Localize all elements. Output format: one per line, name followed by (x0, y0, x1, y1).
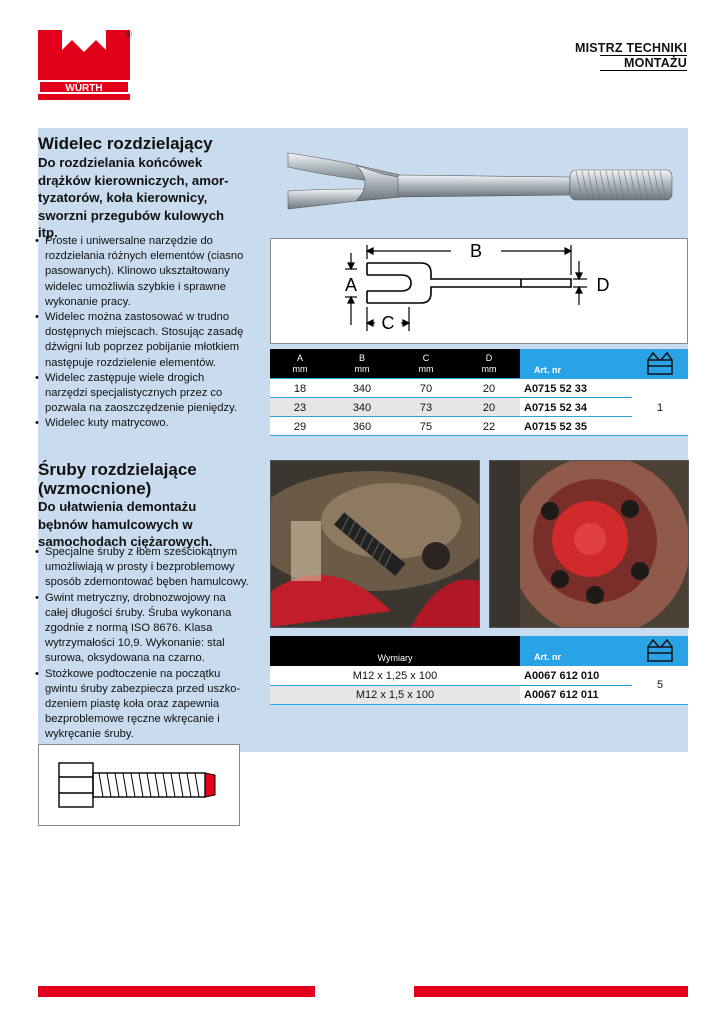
package-icon (632, 636, 688, 666)
art-nr-header: Art. nr (520, 349, 632, 379)
dimension-diagram (270, 238, 688, 344)
table-row: 23 340 73 20 A0715 52 34 (270, 398, 688, 417)
table-row: 18 340 70 20 A0715 52 33 1 (270, 379, 688, 398)
wurth-logo (38, 30, 130, 100)
svg-text:C: C (381, 313, 395, 333)
product-table-1 (270, 349, 688, 436)
section1-title: Widelec rozdzielający (38, 134, 213, 153)
bullet-item: • Gwint metryczny, drobnozwojowy na całej długości śruby. Śruba wykonana zgodnie z normą ISO 8676. Klasa wytrzymałości 10,9. Wykonanie: stal surowa, oksydowana na czarno. (35, 591, 275, 667)
table-row: M12 x 1,5 x 100 A0067 612 011 (270, 685, 688, 704)
svg-text:WÜRTH: WÜRTH (65, 83, 103, 94)
col-c-header: C mm (394, 349, 458, 379)
col-d-header: D mm (458, 349, 520, 379)
package-icon (632, 349, 688, 379)
col-a-header: A mm (270, 349, 330, 379)
table-row: 29 360 75 22 A0715 52 35 (270, 417, 688, 436)
section2-bullets (35, 545, 275, 743)
table-line (270, 685, 632, 686)
table-line (270, 416, 632, 417)
table-line (270, 378, 632, 379)
bullet-item: • Proste i uniwersalne narzędzie do rozdzielania różnych elementów (ciasno pasowanych). Klinowo ukształtowany widelec umożliwia szybkie i sprawne wykonanie pracy. (35, 234, 275, 310)
col-b-header: B mm (330, 349, 394, 379)
header-title-line1: MISTRZ TECHNIKI (574, 41, 687, 55)
section2-title: Śruby rozdzielające (wzmocnione) (38, 460, 197, 498)
product-table-2 (270, 636, 688, 704)
bullet-item: • Specjalne śruby z łbem sześciokątnym umożliwiają w prosty i bezproblemowy sposób zdemontować bęben hamulcowy. (35, 545, 275, 591)
fork-tool-image (270, 135, 688, 235)
quantity-cell: 1 (632, 379, 688, 436)
bullet-item: • Widelec można zastosować w trudno dostępnych miejscach. Stosując zasadę dźwigni lub poprzez pobijanie młotkiem następuje rozdzielenie elementów. (35, 310, 275, 371)
registered-mark: ® (126, 30, 132, 39)
header-title-line2: MONTAŻU (624, 56, 687, 70)
header-divider-bottom (600, 70, 687, 71)
svg-text:D: D (596, 275, 610, 295)
svg-text:A: A (344, 275, 358, 295)
svg-text:B: B (469, 241, 483, 261)
art-nr-header: Art. nr (520, 636, 632, 666)
quantity-cell: 5 (632, 666, 688, 704)
brake-drum-photo-1 (270, 460, 480, 628)
table-line (270, 704, 688, 705)
table-line (270, 397, 632, 398)
footer-bar-left (38, 986, 315, 997)
section1-bullets (35, 234, 275, 432)
section1-subtitle: Do rozdzielania końcówek drążków kierowniczych, amor- tyzatorów, koła kierownicy, sworzni przegubów kulowych itp. (38, 155, 229, 240)
dimensions-header: Wymiary (270, 636, 520, 666)
bullet-item: • Widelec kuty matrycowo. (35, 416, 275, 431)
bullet-item: • Stożkowe podtoczenie na początku gwintu śruby zabezpiecza przed uszko- dzeniem piastę koła oraz zapewnia bezproblemowe ręczne wkręcanie i wykręcanie śruby. (35, 667, 275, 743)
bullet-item: • Widelec zastępuje wiele drogich narzędzi specjalistycznych przez co pozwala na zaoszczędzenie pieniędzy. (35, 371, 275, 417)
table-row: M12 x 1,25 x 100 A0067 612 010 5 (270, 666, 688, 685)
table-line (270, 435, 688, 436)
brake-drum-photo-2 (489, 460, 689, 628)
footer-bar-right (414, 986, 688, 997)
section2-subtitle: Do ułatwienia demontażu bębnów hamulcowych w samochodach ciężarowych. (38, 499, 213, 549)
bolt-drawing (38, 744, 240, 826)
